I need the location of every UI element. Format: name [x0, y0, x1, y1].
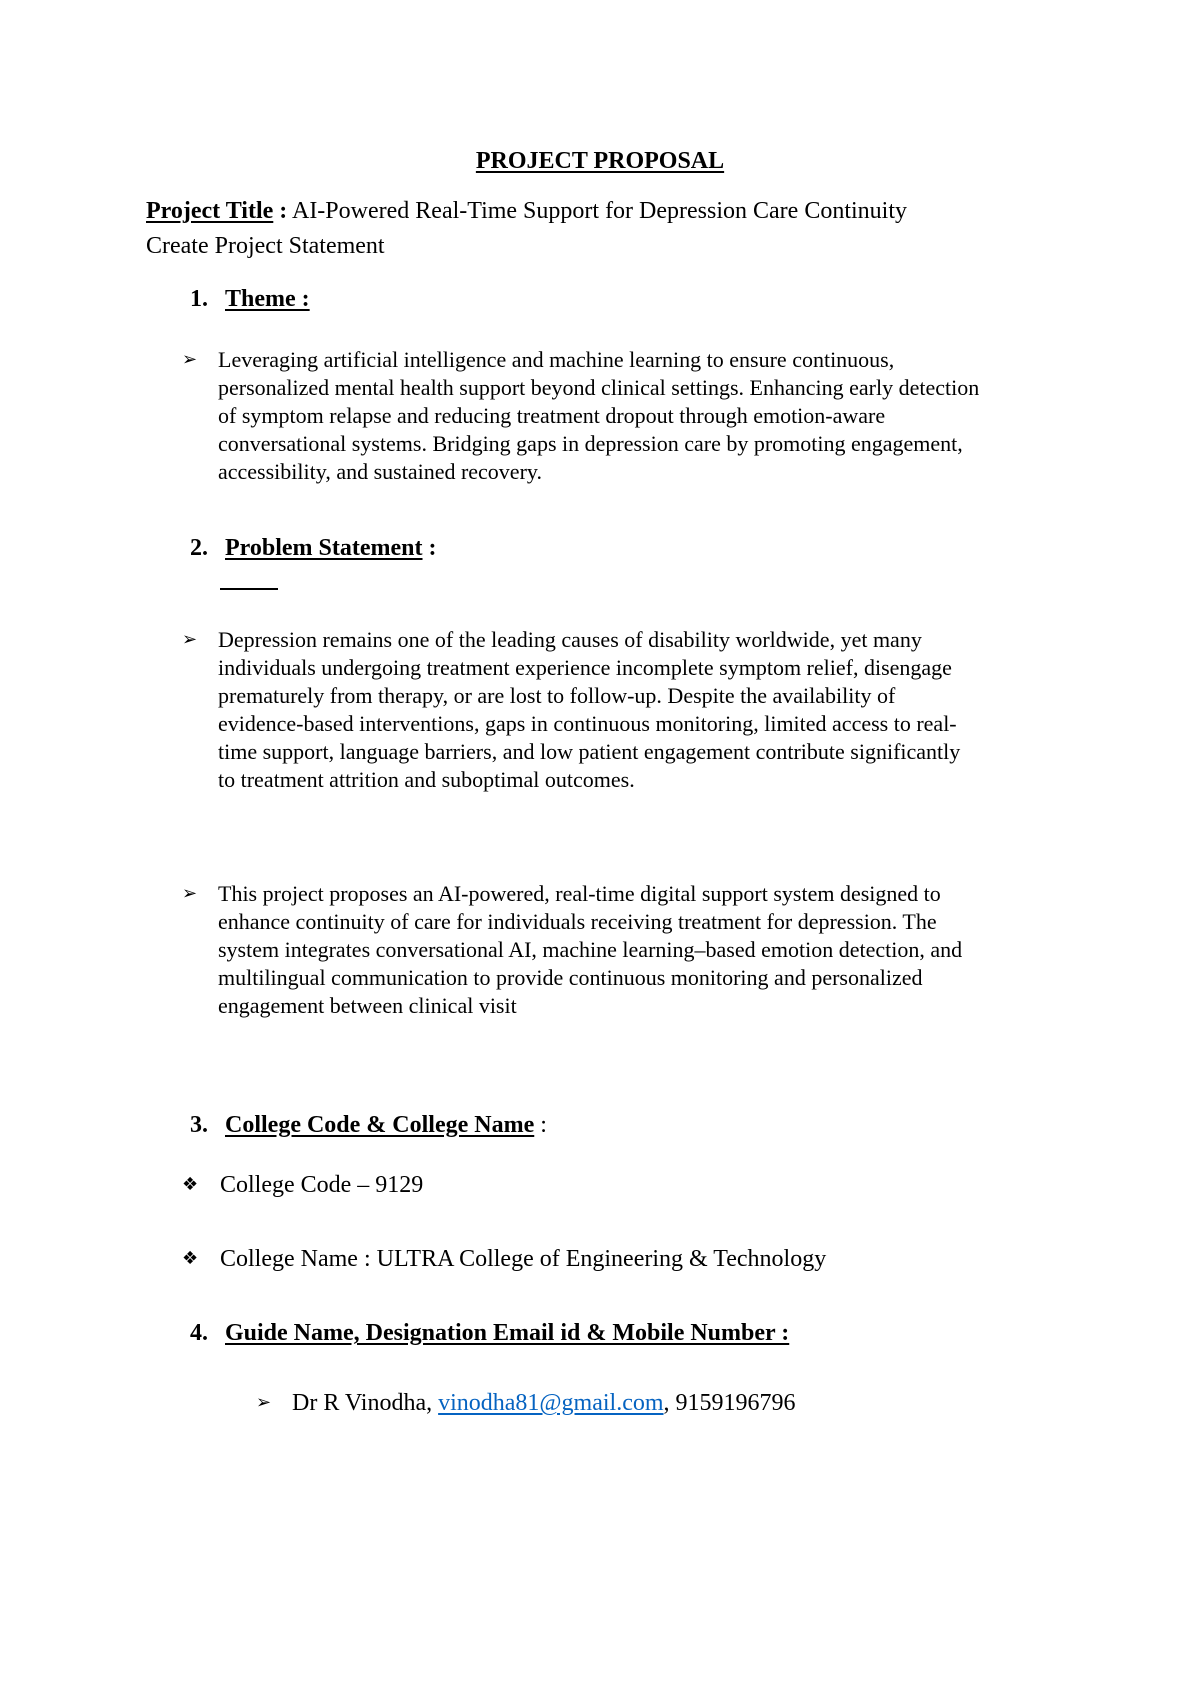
theme-line: conversational systems. Bridging gaps in depression care by promoting engagement, — [218, 431, 963, 456]
theme-line: personalized mental health support beyond clinical settings. Enhancing early detection — [218, 375, 980, 400]
college-name-text: College Name : ULTRA College of Engineering & Technology — [220, 1246, 827, 1272]
guide-phone: , 9159196796 — [663, 1390, 796, 1416]
problem-paragraph-2 — [218, 880, 962, 1020]
guide-heading-text: Guide Name, Designation Email id & Mobile Number : — [225, 1320, 790, 1346]
problem-line: Depression remains one of the leading causes of disability worldwide, yet many — [218, 627, 922, 652]
arrow-bullet-icon: ➢ — [182, 883, 198, 904]
college-heading-text: College Code & College Name — [225, 1112, 535, 1138]
guide-number: 4. — [190, 1320, 208, 1346]
problem-heading-colon: : — [422, 535, 437, 561]
diamond-bullet-icon: ❖ — [182, 1248, 199, 1269]
problem-line: time support, language barriers, and low patient engagement contribute significantly — [218, 739, 961, 764]
problem-paragraph-1 — [218, 626, 960, 794]
arrow-bullet-icon: ➢ — [182, 629, 198, 650]
college-code-item — [182, 1172, 423, 1199]
problem-heading-text: Problem Statement — [225, 535, 423, 561]
problem-line: to treatment attrition and suboptimal outcomes. — [218, 767, 635, 792]
diamond-bullet-icon: ❖ — [182, 1174, 199, 1195]
theme-heading — [190, 286, 310, 313]
guide-heading — [190, 1320, 789, 1347]
theme-paragraph — [218, 346, 979, 486]
theme-number: 1. — [190, 286, 208, 312]
project-title-colon: : — [279, 198, 288, 224]
problem-line: system integrates conversational AI, machine learning–based emotion detection, and — [218, 937, 963, 962]
theme-line: Leveraging artificial intelligence and machine learning to ensure continuous, — [218, 347, 895, 372]
project-title-line — [146, 198, 907, 225]
problem-line: enhance continuity of care for individuals receiving treatment for depression. The — [218, 909, 937, 934]
arrow-bullet-icon: ➢ — [256, 1392, 272, 1413]
problem-line: individuals undergoing treatment experience incomplete symptom relief, disengage — [218, 655, 952, 680]
college-number: 3. — [190, 1112, 208, 1138]
theme-line: accessibility, and sustained recovery. — [218, 459, 542, 484]
college-heading-colon: : — [534, 1112, 547, 1138]
arrow-bullet-icon: ➢ — [182, 349, 198, 370]
theme-line: of symptom relapse and reducing treatment dropout through emotion-aware — [218, 403, 886, 428]
problem-number: 2. — [190, 535, 208, 561]
document-title: PROJECT PROPOSAL — [475, 148, 725, 174]
guide-email-link[interactable]: vinodha81@gmail.com — [438, 1390, 664, 1416]
problem-line: prematurely from therapy, or are lost to follow-up. Despite the availability of — [218, 683, 896, 708]
problem-line: This project proposes an AI-powered, real-time digital support system designed to — [218, 881, 941, 906]
college-name-item — [182, 1246, 826, 1273]
problem-line: multilingual communication to provide continuous monitoring and personalized — [218, 965, 923, 990]
theme-heading-text: Theme : — [225, 286, 310, 312]
problem-line: evidence-based interventions, gaps in continuous monitoring, limited access to real- — [218, 711, 957, 736]
short-underline-divider — [220, 588, 278, 590]
college-heading — [190, 1112, 547, 1139]
project-subtitle: Create Project Statement — [146, 233, 385, 259]
problem-line: engagement between clinical visit — [218, 993, 517, 1018]
college-code-text: College Code – 9129 — [220, 1172, 424, 1198]
guide-detail-item — [256, 1390, 796, 1417]
problem-heading — [190, 535, 437, 562]
project-title-label: Project Title — [146, 198, 274, 224]
project-title-value: AI-Powered Real-Time Support for Depression Care Continuity — [291, 198, 908, 224]
guide-name: Dr R Vinodha, — [292, 1390, 439, 1416]
